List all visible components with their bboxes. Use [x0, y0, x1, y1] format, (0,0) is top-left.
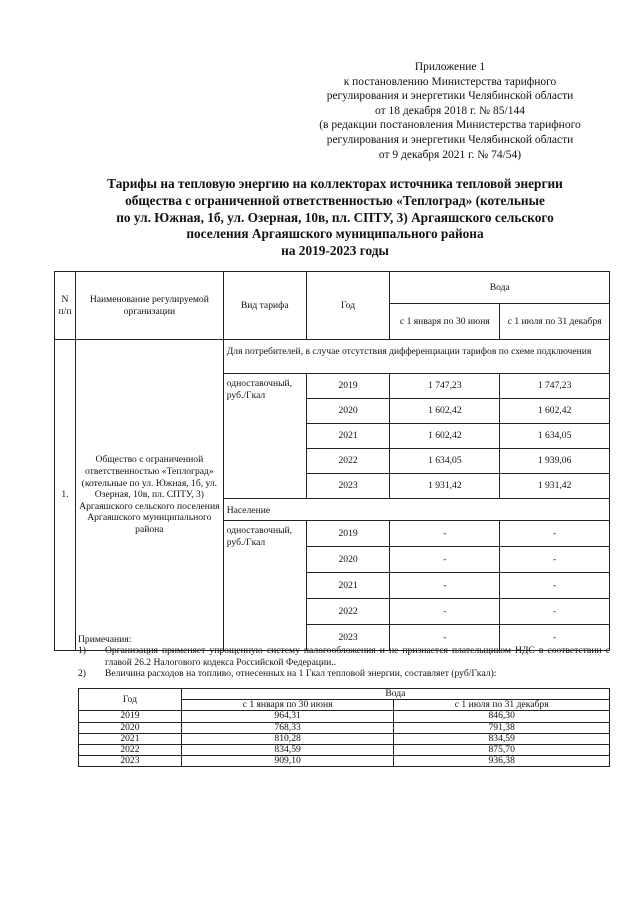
value-cell: 1 931,42	[390, 474, 500, 499]
year-cell: 2023	[306, 625, 390, 651]
year-cell: 2020	[306, 399, 390, 424]
header-half1: с 1 января по 30 июня	[390, 304, 500, 340]
header-water: Вода	[390, 272, 610, 304]
fuel-cost-table	[78, 688, 610, 767]
fuel-year: 2019	[79, 711, 182, 722]
year-cell: 2020	[306, 547, 390, 573]
fuel-value: 768,33	[181, 722, 394, 733]
note-item	[78, 645, 610, 668]
fuel-value: 936,38	[394, 756, 610, 767]
value-cell: 1 634,05	[390, 449, 500, 474]
fuel-header-half1: с 1 января по 30 июня	[181, 700, 394, 711]
value-cell: -	[500, 521, 610, 547]
fuel-header-water: Вода	[181, 689, 609, 700]
value-cell: 1 747,23	[500, 374, 610, 399]
appendix-line: к постановлению Министерства тарифного	[343, 75, 557, 88]
value-cell: -	[500, 625, 610, 651]
fuel-value: 834,59	[394, 733, 610, 744]
title-line: по ул. Южная, 1б, ул. Озерная, 10в, пл. СПТУ, 3) Аргаяшского сельского	[116, 209, 554, 225]
fuel-year: 2020	[79, 722, 182, 733]
year-cell: 2019	[306, 374, 390, 399]
note-item	[78, 668, 610, 679]
notes	[78, 634, 610, 680]
year-cell: 2019	[306, 521, 390, 547]
value-cell: 1 931,42	[500, 474, 610, 499]
notes-heading: Примечания:	[78, 634, 132, 645]
fuel-year: 2021	[79, 733, 182, 744]
row-number: 1.	[55, 340, 76, 651]
year-cell: 2022	[306, 599, 390, 625]
value-cell: 1 747,23	[390, 374, 500, 399]
table-row	[79, 733, 610, 744]
value-cell: 1 602,42	[390, 399, 500, 424]
note-text: Организация применяет упрощенную систему налогообложения и не признается плательщиком НДС в соответствии с главой 26.2 Налогового кодекса Российской Федерации..	[105, 645, 610, 668]
table-row	[79, 745, 610, 756]
fuel-value: 846,30	[394, 711, 610, 722]
value-cell: -	[500, 547, 610, 573]
fuel-header-year: Год	[79, 689, 182, 711]
value-cell: -	[390, 625, 500, 651]
table-row	[79, 756, 610, 767]
fuel-value: 810,28	[181, 733, 394, 744]
year-cell: 2021	[306, 573, 390, 599]
note-text: Величина расходов на топливо, отнесенных на 1 Гкал тепловой энергии, составляет (руб/Гкал):	[105, 668, 497, 680]
table-row	[55, 340, 610, 374]
fuel-value: 875,70	[394, 745, 610, 756]
year-cell: 2022	[306, 449, 390, 474]
value-cell: -	[390, 573, 500, 599]
fuel-year: 2023	[79, 756, 182, 767]
table-row	[79, 711, 610, 722]
tariff-type-cell: одноставочный, руб./Гкал	[223, 374, 306, 499]
value-cell: 1 602,42	[390, 424, 500, 449]
value-cell: -	[390, 521, 500, 547]
appendix-line: от 9 декабря 2021 г. № 74/54)	[378, 148, 522, 161]
value-cell: -	[390, 599, 500, 625]
header-tariff-type: Вид тарифа	[223, 272, 306, 340]
header-half2: с 1 июля по 31 декабря	[500, 304, 610, 340]
year-cell: 2023	[306, 474, 390, 499]
appendix-header	[300, 60, 600, 162]
value-cell: -	[500, 573, 610, 599]
header-org: Наименование регулируемой организации	[75, 272, 223, 340]
fuel-header-half2: с 1 июля по 31 декабря	[394, 700, 610, 711]
fuel-value: 834,59	[181, 745, 394, 756]
appendix-line: (в редакции постановления Министерства тарифного	[319, 119, 581, 132]
fuel-value: 791,38	[394, 722, 610, 733]
table-row	[79, 722, 610, 733]
org-name: Общество с ограниченной ответственностью «Теплоград» (котельные по ул. Южная, 1б, ул. Озерная, 10в, пл. СПТУ, 3) Аргаяшского сельского поселения Аргаяшского муниципального района	[75, 340, 223, 651]
title-line: на 2019-2023 годы	[281, 243, 389, 259]
title-line: поселения Аргаяшского муниципального района	[186, 226, 484, 242]
section-label-population: Население	[223, 499, 609, 521]
header-year: Год	[306, 272, 390, 340]
value-cell: -	[390, 547, 500, 573]
table-header-row	[55, 272, 610, 304]
fuel-value: 964,31	[181, 711, 394, 722]
appendix-line: Приложение 1	[414, 61, 486, 73]
appendix-line: от 18 декабря 2018 г. № 85/144	[375, 104, 525, 117]
appendix-line: регулирования и энергетики Челябинской области	[326, 133, 574, 146]
fuel-value: 909,10	[181, 756, 394, 767]
value-cell: -	[500, 599, 610, 625]
tariff-type-cell: одноставочный, руб./Гкал	[223, 521, 306, 651]
note-number: 2)	[78, 668, 86, 680]
note-number: 1)	[78, 645, 86, 657]
appendix-line: регулирования и энергетики Челябинской области	[326, 90, 574, 103]
title-line: Тарифы на тепловую энергию на коллекторах источника тепловой энергии	[107, 176, 563, 191]
section-label-consumers: Для потребителей, в случае отсутствия дифференциации тарифов по схеме подключения	[223, 340, 609, 374]
title-line: общества с ограниченной ответственностью «Теплоград» (котельные	[125, 192, 545, 208]
value-cell: 1 939,06	[500, 449, 610, 474]
year-cell: 2021	[306, 424, 390, 449]
tariff-table	[54, 271, 610, 651]
fuel-year: 2022	[79, 745, 182, 756]
fuel-header-row	[79, 689, 610, 700]
document-title	[70, 176, 600, 260]
header-num: N п/п	[55, 272, 76, 340]
value-cell: 1 634,05	[500, 424, 610, 449]
value-cell: 1 602,42	[500, 399, 610, 424]
